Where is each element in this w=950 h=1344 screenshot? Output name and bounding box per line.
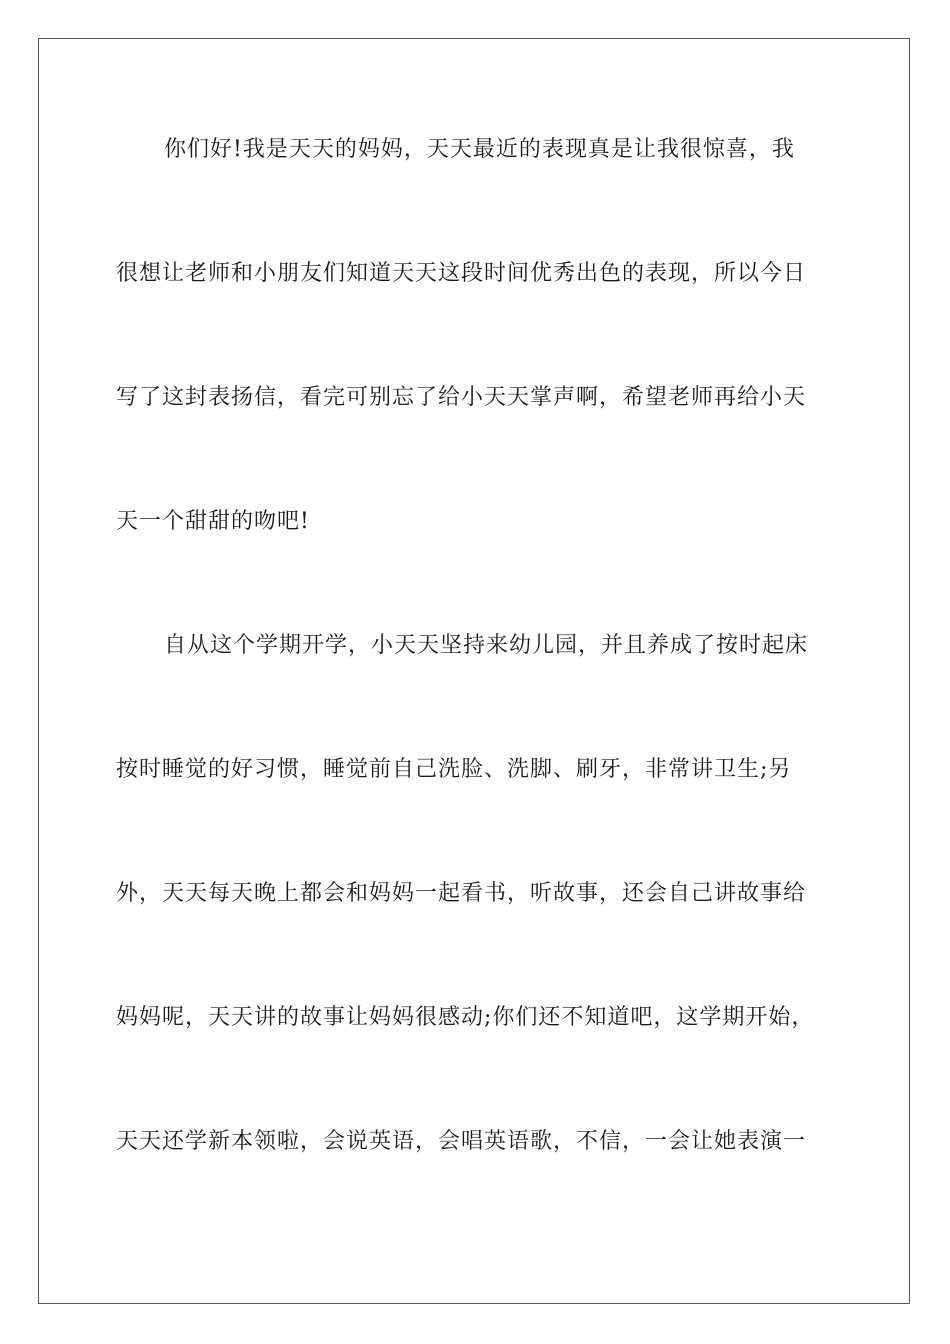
paragraph-1-line-4: 天一个甜甜的吻吧! xyxy=(116,509,310,534)
paragraph-1-line-3: 写了这封表扬信，看完可别忘了给小天天掌声啊，希望老师再给小天 xyxy=(116,385,807,410)
paragraph-2-line-2: 按时睡觉的好习惯，睡觉前自己洗脸、洗脚、刷牙，非常讲卫生;另 xyxy=(116,757,792,782)
paragraph-1-line-1: 你们好!我是天天的妈妈，天天最近的表现真是让我很惊喜，我 xyxy=(164,137,795,162)
paragraph-2-line-5: 天天还学新本领啦，会说英语，会唱英语歌，不信，一会让她表演一 xyxy=(116,1129,807,1154)
paragraph-2-line-4: 妈妈呢，天天讲的故事让妈妈很感动;你们还不知道吧，这学期开始， xyxy=(116,1005,815,1030)
page-border xyxy=(38,38,910,1304)
paragraph-2-line-1: 自从这个学期开学，小天天坚持来幼儿园，并且养成了按时起床 xyxy=(164,633,809,658)
paragraph-2-line-3: 外，天天每天晚上都会和妈妈一起看书，听故事，还会自己讲故事给 xyxy=(116,881,807,906)
paragraph-1-line-2: 很想让老师和小朋友们知道天天这段时间优秀出色的表现，所以今日 xyxy=(116,261,807,286)
